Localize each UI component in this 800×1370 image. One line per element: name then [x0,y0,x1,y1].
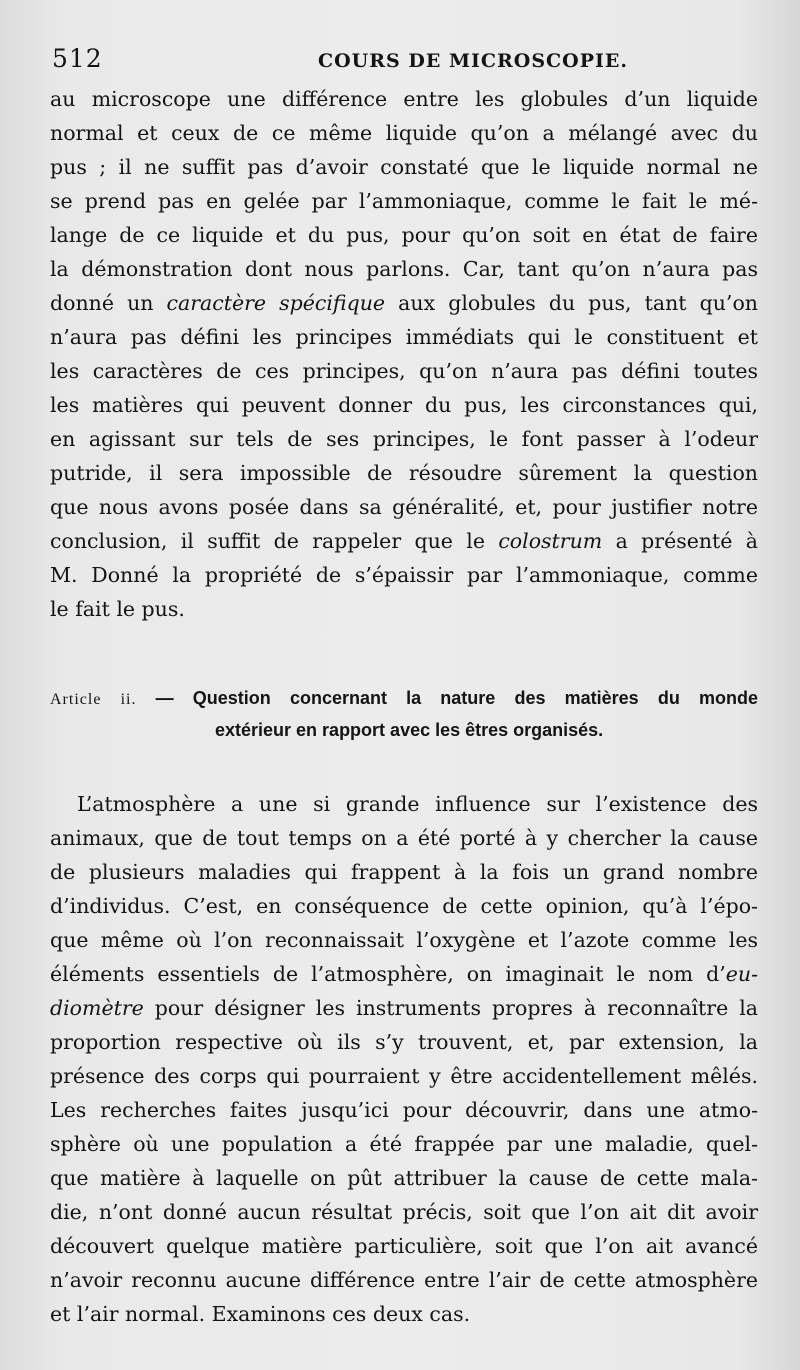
text-run: n’avoir reconnu aucune différence entre l’air de cette atmosphère [50,1268,758,1292]
text-run: que matière à laquelle on pût attribuer la cause de cette mala- [50,1166,758,1190]
text-run: au microscope une différence entre les globules d’un liquide [50,87,758,111]
text-run: se prend pas en gelée par l’ammoniaque, comme le fait le mé- [50,189,758,213]
text-line [50,991,758,1025]
text-run: L’atmosphère a une si grande influence sur l’existence des [77,792,758,816]
article-heading [50,682,758,746]
text-run: de plusieurs maladies qui frappent à la fois un grand nombre [50,860,758,884]
page-number: 512 [52,44,103,73]
text-line [50,116,758,150]
text-run: sphère où une population a été frappée par une maladie, quel- [50,1132,758,1156]
text-line [50,889,758,923]
text-run: die, n’ont donné aucun résultat précis, soit que l’on ait dit avoir [50,1200,758,1224]
text-line [50,286,758,320]
text-line [50,1093,758,1127]
paragraph-atmosphere [50,787,758,1331]
text-line [50,490,758,524]
text-run: conclusion, il suffit de rappeler que le [50,529,499,553]
text-line [50,1025,758,1059]
text-line [50,592,758,626]
text-line [50,354,758,388]
text-line [50,184,758,218]
text-run: pour désigner les instruments propres à reconnaître la [143,996,758,1020]
text-run: le fait le pus. [50,597,185,621]
italic-term: colostrum [498,529,603,553]
italic-term: diomètre [50,996,144,1020]
text-line [50,252,758,286]
text-line [50,558,758,592]
running-title: COURS DE MICROSCOPIE. [318,50,628,72]
text-run: d’individus. C’est, en conséquence de cette opinion, qu’à l’épo- [50,894,758,918]
text-run: les caractères de ces principes, qu’on n’aura pas défini toutes [50,359,758,383]
text-line [50,388,758,422]
text-line [50,320,758,354]
text-run: normal et ceux de ce même liquide qu’on a mélangé avec du [50,121,758,145]
article-title-part-2: extérieur en rapport avec les êtres organisés. [215,720,604,740]
text-run: aux globules du pus, tant qu’on [385,291,758,315]
text-run: a présenté à [602,529,758,553]
text-run: et l’air normal. Examinons ces deux cas. [50,1302,471,1326]
text-run: n’aura pas défini les principes immédiats qui le constituent et [50,325,758,349]
text-run: M. Donné la propriété de s’épaissir par l’ammoniaque, comme [50,563,758,587]
text-line [50,1263,758,1297]
text-run: lange de ce liquide et du pus, pour qu’on soit en état de faire [50,223,758,247]
text-run: Les recherches faites jusqu’ici pour découvrir, dans une atmo- [50,1098,758,1122]
text-run: la démonstration dont nous parlons. Car, tant qu’on n’aura pas [50,257,758,281]
text-run: pus ; il ne suffit pas d’avoir constaté que le liquide normal ne [50,155,758,179]
text-line [50,923,758,957]
italic-term: eu- [725,962,758,986]
text-line [50,524,758,558]
text-line [50,422,758,456]
text-run: donné un [50,291,167,315]
text-run: présence des corps qui pourraient y être accidentellement mêlés. [50,1064,758,1088]
text-run: que nous avons posée dans sa généralité, et, pour justifier notre [50,495,758,519]
article-title-part-1: — Question concernant la nature des matières du monde [155,688,758,708]
text-run: que même où l’on reconnaissait l’oxygène et l’azote comme les [50,928,758,952]
text-line [50,218,758,252]
paragraph-continuation [50,82,758,626]
text-run: éléments essentiels de l’atmosphère, on imaginait le nom d’ [50,962,726,986]
text-run: les matières qui peuvent donner du pus, les circonstances qui, [50,393,758,417]
text-line [50,787,758,821]
text-line [50,1059,758,1093]
text-line [50,821,758,855]
text-line [50,855,758,889]
page-header [50,44,760,80]
text-run: animaux, que de tout temps on a été porté à y chercher la cause [50,826,758,850]
text-line [50,1161,758,1195]
text-line [50,82,758,116]
text-line [50,1297,758,1331]
text-line [50,456,758,490]
text-run: découvert quelque matière particulière, soit que l’on ait avancé [50,1234,758,1258]
article-heading-line-1 [50,682,758,714]
text-line [50,957,758,991]
text-line [50,1229,758,1263]
italic-term: caractère spécifique [166,291,386,315]
text-line [50,150,758,184]
text-line [50,1195,758,1229]
text-run: proportion respective où ils s’y trouvent, et, par extension, la [50,1030,758,1054]
text-run: putride, il sera impossible de résoudre sûrement la question [50,461,758,485]
article-label: Article ii. [50,691,137,708]
text-line [50,1127,758,1161]
text-run: en agissant sur tels de ses principes, le font passer à l’odeur [50,427,758,451]
